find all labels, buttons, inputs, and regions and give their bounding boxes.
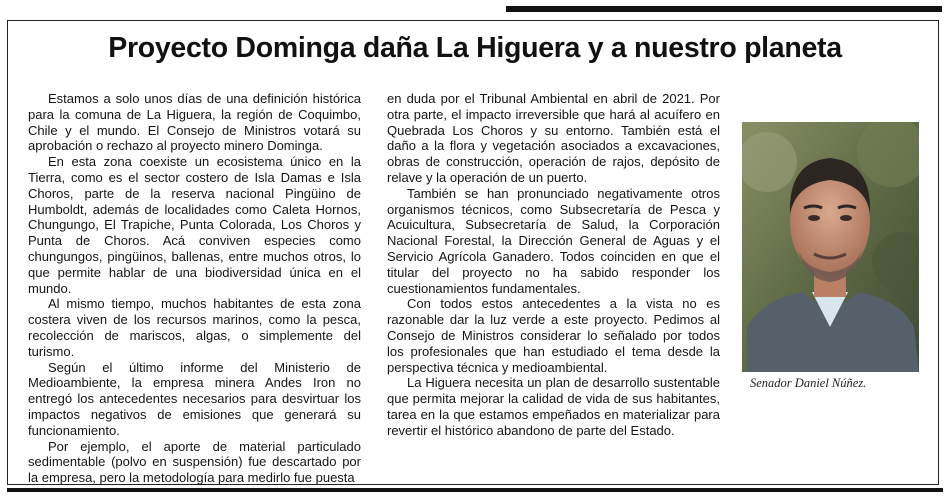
paragraph: También se han pronunciado negativamente otros organismos técnicos, como Subsecretaría de Pesca y Acuicultura, Subsecretaría de Salud, la Corporación Nacional Forestal, la Dirección General de Aguas y el Servicio Agrícola Ganadero. Todos coinciden en que el titular del proyecto no ha sabido responder los cuestionamientos fundamentales. [387, 185, 720, 296]
article-column-2 [387, 91, 720, 439]
paragraph: Al mismo tiempo, muchos habitantes de esta zona costera viven de los recursos marinos, como la pesca, recolección de mariscos, algas, o simplemente del turismo. [28, 296, 361, 359]
paragraph: Con todos estos antecedentes a la vista no es razonable dar la luz verde a este proyecto. Pedimos al Consejo de Ministros considerar lo señalado por todos los profesionales que han estudiado el tema desde la perspectiva técnica y medioambiental. [387, 296, 720, 375]
paragraph: En esta zona coexiste un ecosistema único en la Tierra, como es el sector costero de Isla Damas e Isla Choros, parte de la reserva nacional Pingüino de Humboldt, además de localidades como Caleta Hornos, Chungungo, El Trapiche, Punta Colorada, Los Choros y Punta de Choros. Acá conviven especies como chungungos, pingüinos, ballenas, entre muchos otros, lo que permite hablar de una biodiversidad única en el mundo. [28, 154, 361, 296]
author-photo [742, 122, 919, 372]
top-rule [506, 6, 942, 12]
article-headline: Proyecto Dominga daña La Higuera y a nuestro planeta [108, 32, 842, 64]
paragraph: Por ejemplo, el aporte de material particulado sedimentable (polvo en suspensión) fue descartado por la empresa, pero la metodología para medirlo fue puesta [28, 438, 361, 486]
paragraph: Estamos a solo unos días de una definición histórica para la comuna de La Higuera, la región de Coquimbo, Chile y el mundo. El Consejo de Ministros votará su aprobación o rechazo al proyecto minero Dominga. [28, 91, 361, 154]
bottom-rule [7, 488, 943, 492]
paragraph: Según el último informe del Ministerio de Medioambiente, la empresa minera Andes Iron no entregó los antecedentes necesarios para desvirtuar los impactos negativos de emisiones que generará su funcionamiento. [28, 359, 361, 438]
article-column-1 [28, 91, 361, 486]
paragraph: La Higuera necesita un plan de desarrollo sustentable que permita mejorar la calidad de vida de sus habitantes, tarea en la que estamos empeñados en materializar para revertir el histórico abandono de parte del Estado. [387, 375, 720, 438]
paragraph-continued: en duda por el Tribunal Ambiental en abril de 2021. Por otra parte, el impacto irreversible que hará al acuífero en Quebrada Los Choros y su entorno. También está el daño a la flora y vegetación asociados a excavaciones, obras de construcción, operación de rajos, depósito de relave y la operación de un puerto. [387, 91, 720, 185]
photo-caption: Senador Daniel Núñez. [750, 376, 867, 390]
